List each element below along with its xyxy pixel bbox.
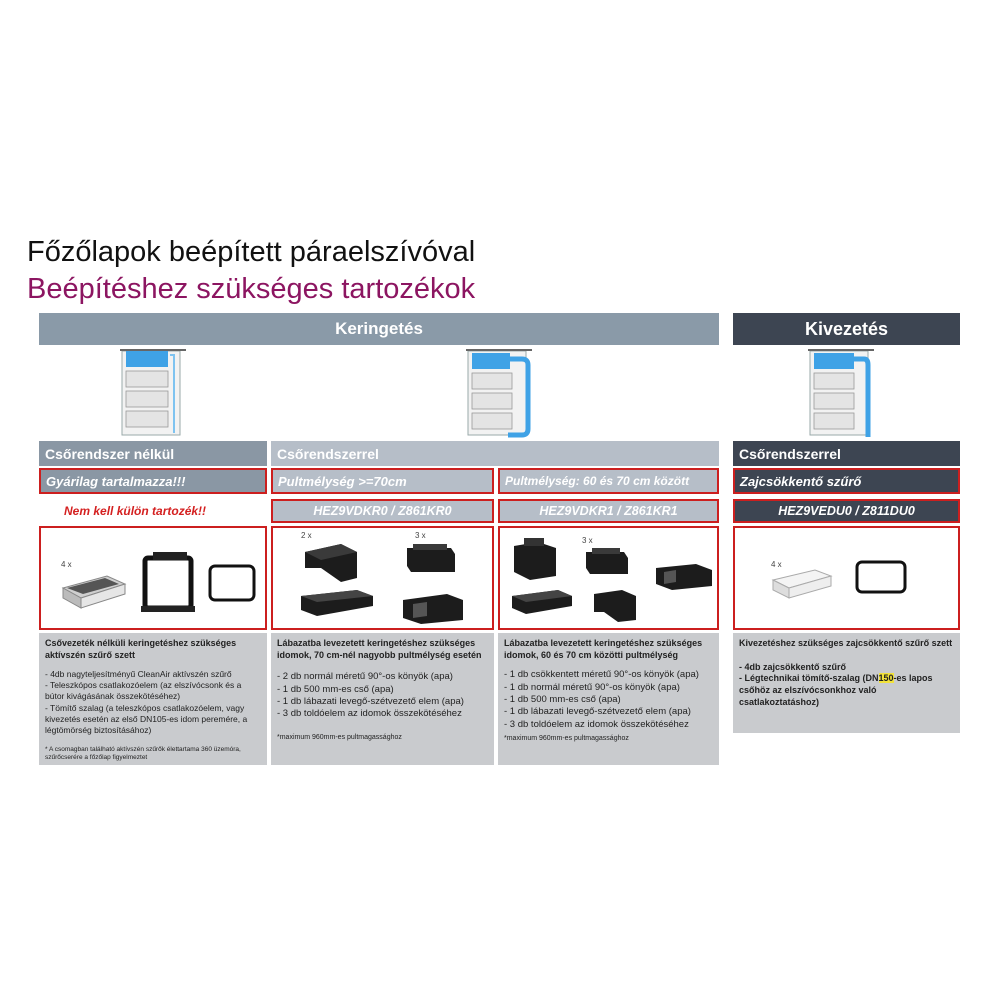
footnote: * A csomagban található aktívszén szűrők élettartama 360 üzemóra, szűrőcserére a főzőlap figyelmeztet <box>45 745 241 762</box>
list-item: - 3 db toldóelem az idomok összekötéséhez <box>277 708 462 720</box>
column-header-exhaust-duct: Csőrendszerrel <box>733 441 960 466</box>
product-code-du0: HEZ9VEDU0 / Z811DU0 <box>733 499 960 523</box>
telescopic-connector-icon <box>139 548 199 618</box>
description-title: Csővezeték nélküli keringetéshez szükséges aktívszén szűrő szett <box>45 638 237 660</box>
description-title: Lábazatba levezetett keringetéshez szükséges idomok, 70 cm-nél nagyobb pultmélység esetén <box>277 638 482 660</box>
description-kr0 <box>271 633 494 765</box>
list-item: - Tömítő szalag (a teleszkópos csatlakozóelem, vagy kivezetés esetén az első DN105-es idom peremére, a légtömörség biztosításához) <box>45 702 248 735</box>
cabinet-diagram-duct-70 <box>466 347 532 439</box>
elbow-90-icon <box>301 538 361 584</box>
plinth-diffuser-icon <box>654 560 714 592</box>
list-item: - 1 db lábazati levegő-szétvezető elem (apa) <box>504 706 691 718</box>
quantity-label: 4 x <box>61 560 72 569</box>
description-kr1 <box>498 633 719 765</box>
quantity-label: 3 x <box>582 536 593 545</box>
footnote: *maximum 960mm-es pultmagassághoz <box>277 733 402 741</box>
list-item: - 1 db csökkentett méretű 90°-os könyök (apa) <box>504 669 699 681</box>
product-code-kr1: HEZ9VDKR1 / Z861KR1 <box>498 499 719 523</box>
image-box-kr0 <box>271 526 494 630</box>
connector-piece-icon <box>582 544 632 580</box>
list-item: - 1 db lábazati levegő-szétvezető elem (apa) <box>277 696 464 708</box>
highlight-dn-value: 150 <box>878 673 894 684</box>
list-item: - 4db zajcsökkentő szűrő <box>739 661 847 672</box>
cabinet-diagram-no-duct <box>120 347 186 439</box>
subtitle-depth-60-70: Pultmélység: 60 és 70 cm között <box>498 468 719 494</box>
image-box-du0 <box>733 526 960 630</box>
list-item: - 1 db 500 mm-es cső (apa) <box>504 694 621 706</box>
noise-filter-icon <box>769 562 835 606</box>
column-header-duct: Csőrendszerrel <box>271 441 719 466</box>
section-circulation: Keringetés <box>39 313 719 345</box>
page-title: Főzőlapok beépített páraelszívóval <box>27 236 476 268</box>
quantity-label: 4 x <box>771 560 782 569</box>
subtitle-noise-filter: Zajcsökkentő szűrő <box>733 468 960 494</box>
description-title: Kivezetéshez szükséges zajcsökkentő szűrő szett <box>739 638 953 648</box>
image-box-kr1 <box>498 526 719 630</box>
footnote: *maximum 960mm-es pultmagassághoz <box>504 735 629 743</box>
section-exhaust: Kivezetés <box>733 313 960 345</box>
list-item: - 3 db toldóelem az idomok összekötéséhez <box>504 718 689 730</box>
elbow-90-icon <box>590 584 640 624</box>
list-item: - Teleszkópos csatlakozóelem (az elszívócsonk és a bútor kivágásának összekötéséhez) <box>45 680 242 702</box>
sealing-tape-icon <box>206 562 258 604</box>
subtitle-depth-70: Pultmélység >=70cm <box>271 468 494 494</box>
description-du0 <box>733 633 960 733</box>
subtitle-factory-included: Gyárilag tartalmazza!!! <box>39 468 267 494</box>
list-item: - 2 db normál méretű 90°-os könyök (apa) <box>277 671 453 683</box>
list-item-text: - Légtechnikai tömítő-szalag (DN <box>739 673 879 684</box>
reduced-elbow-icon <box>510 536 560 582</box>
column-header-no-duct: Csőrendszer nélkül <box>39 441 267 466</box>
quantity-label: 3 x <box>415 531 426 540</box>
plinth-diffuser-icon <box>401 590 465 626</box>
list-item: - 4db nagyteljesítményű CleanAir aktívszén szűrő <box>45 669 232 680</box>
page-subtitle: Beépítéshez szükséges tartozékok <box>27 273 476 305</box>
product-code-kr0: HEZ9VDKR0 / Z861KR0 <box>271 499 494 523</box>
duct-500mm-icon <box>508 586 576 622</box>
quantity-label: 2 x <box>301 531 312 540</box>
list-item <box>739 673 954 708</box>
duct-500mm-icon <box>297 586 377 626</box>
image-box-no-duct <box>39 526 267 630</box>
description-title: Lábazatba levezetett keringetéshez szükséges idomok, 60 és 70 cm közötti pultmélység <box>504 638 703 660</box>
list-item-text-suffix: -es lapos csőhöz az elszívócsonkhoz való csatlakoztatáshoz) <box>739 673 933 707</box>
list-item: - 1 db 500 mm-es cső (apa) <box>277 683 394 695</box>
connector-piece-icon <box>403 540 459 580</box>
sealing-tape-icon <box>853 558 909 598</box>
cabinet-diagram-exhaust <box>808 347 874 439</box>
no-accessory-note: Nem kell külön tartozék!! <box>64 504 207 518</box>
carbon-filter-icon <box>59 568 129 618</box>
list-item: - 1 db normál méretű 90°-os könyök (apa) <box>504 681 680 693</box>
description-no-duct <box>39 633 267 765</box>
